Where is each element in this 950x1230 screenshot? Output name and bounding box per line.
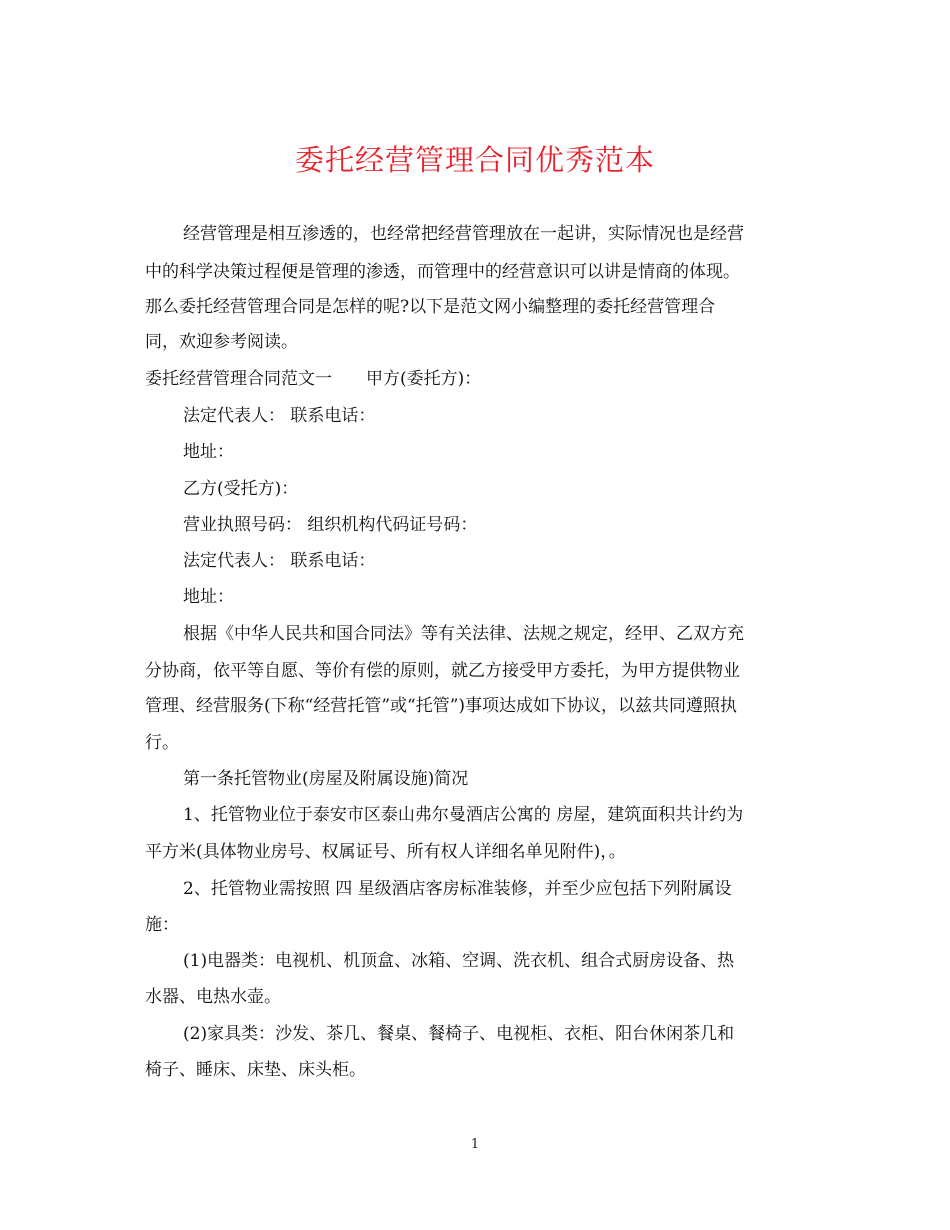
paragraph-line: 分协商，依平等自愿、等价有偿的原则，就乙方接受甲方委托，为甲方提供物业 (145, 661, 740, 681)
paragraph-line: 经营管理是相互渗透的，也经常把经营管理放在一起讲，实际情况也是经营 (183, 224, 744, 244)
paragraph-line: 根据《中华人民共和国合同法》等有关法律、法规之规定，经甲、乙双方充 (183, 624, 744, 644)
article-heading: 第一条托管物业(房屋及附属设施)简况 (183, 769, 469, 789)
field-line: 营业执照号码： 组织机构代码证号码： (183, 515, 478, 535)
paragraph-line: 施： (145, 915, 179, 935)
document-title: 委托经营管理合同优秀范本 (294, 143, 655, 177)
paragraph-line: 椅子、睡床、床垫、床头柜。 (145, 1060, 366, 1080)
paragraph-line: 行。 (145, 733, 179, 753)
paragraph-line: 管理、经营服务(下称“经营托管”或“托管”)事项达成如下协议，以兹共同遵照执 (145, 696, 738, 716)
paragraph-line: 中的科学决策过程便是管理的渗透，而管理中的经营意识可以讲是情商的体现。 (145, 262, 740, 282)
paragraph-line: (1)电器类：电视机、机顶盒、冰箱、空调、洗衣机、组合式厨房设备、热 (183, 951, 735, 971)
paragraph-line: 同，欢迎参考阅读。 (145, 332, 298, 352)
paragraph-line: 水器、电热水壶。 (145, 987, 281, 1007)
field-line: 法定代表人： 联系电话： (183, 406, 376, 426)
paragraph-line: 平方米(具体物业房号、权属证号、所有权人详细名单见附件)，。 (145, 842, 626, 862)
page-number: 1 (470, 1137, 480, 1152)
paragraph-line: 那么委托经营管理合同是怎样的呢?以下是范文网小编整理的委托经营管理合 (145, 297, 716, 317)
field-line: 乙方(受托方)： (183, 479, 299, 499)
paragraph-line: (2)家具类：沙发、茶几、餐桌、餐椅子、电视柜、衣柜、阳台休闲茶几和 (183, 1024, 735, 1044)
section-heading: 委托经营管理合同范文一 甲方(委托方)： (145, 369, 482, 389)
field-line: 法定代表人： 联系电话： (183, 551, 376, 571)
paragraph-line: 2、托管物业需按照 四 星级酒店客房标准装修，并至少应包括下列附属设 (183, 879, 732, 899)
field-line: 地址： (183, 442, 234, 462)
field-line: 地址： (183, 587, 234, 607)
paragraph-line: 1、托管物业位于泰安市区泰山弗尔曼酒店公寓的 房屋，建筑面积共计约为 (183, 805, 744, 825)
